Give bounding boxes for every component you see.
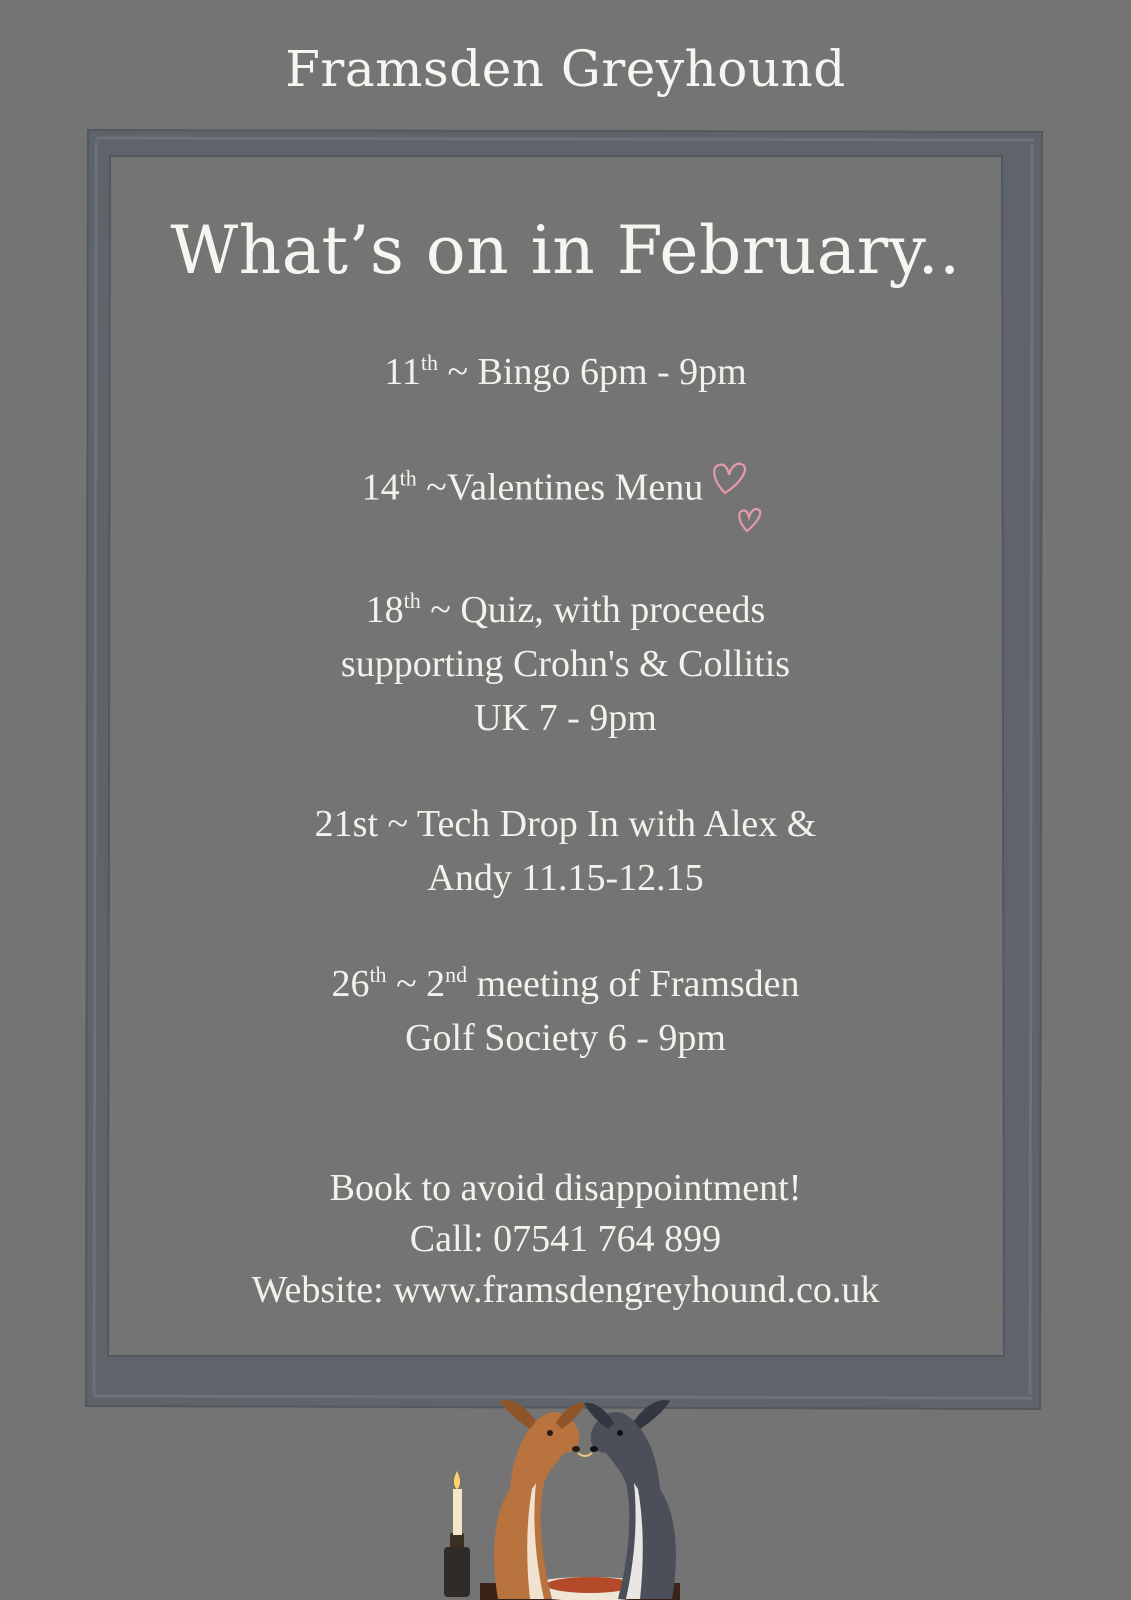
event-text: ~ Quiz, with proceeds: [420, 589, 766, 631]
event-valentines: [0, 451, 1131, 531]
event-day: 18: [365, 589, 404, 631]
event-day: 21st: [314, 803, 379, 845]
venue-name: Framsden Greyhound: [285, 40, 846, 98]
event-ordinal-suffix: nd: [445, 962, 468, 987]
event-tech-drop-in: [0, 797, 1131, 905]
event-text: Andy 11.15-12.15: [427, 857, 704, 899]
event-day: 11: [384, 351, 421, 393]
event-text: ~ Bingo 6pm - 9pm: [437, 351, 747, 393]
event-day-suffix: th: [369, 962, 387, 987]
event-text: Golf Society 6 - 9pm: [405, 1017, 726, 1059]
headline: What’s on in February..: [170, 212, 961, 289]
events-list: [0, 345, 1131, 1117]
event-text: ~Valentines Menu: [416, 466, 704, 509]
event-text: ~ Tech Drop In with Alex &: [378, 803, 817, 845]
event-text: UK 7 - 9pm: [474, 697, 657, 739]
event-day-suffix: th: [403, 588, 421, 613]
event-bingo: [0, 345, 1131, 399]
event-quiz: [0, 583, 1131, 745]
event-text: supporting Crohn's & Collitis: [340, 643, 791, 685]
booking-info: [0, 1163, 1131, 1316]
event-text: meeting of Framsden: [467, 963, 800, 1005]
event-text: ~ 2: [386, 963, 446, 1005]
event-day-suffix: th: [420, 350, 438, 375]
hearts-icon: [707, 459, 769, 539]
event-day: 26: [331, 963, 370, 1005]
greyhounds-dinner-illustration: [440, 1393, 700, 1600]
website-link: Website: www.framsdengreyhound.co.uk: [251, 1269, 880, 1311]
event-golf-society: [0, 957, 1131, 1065]
booking-message: Book to avoid disappointment!: [329, 1167, 802, 1209]
event-day: 14: [361, 466, 400, 509]
event-day-suffix: th: [399, 465, 417, 491]
phone-number: Call: 07541 764 899: [409, 1218, 722, 1260]
